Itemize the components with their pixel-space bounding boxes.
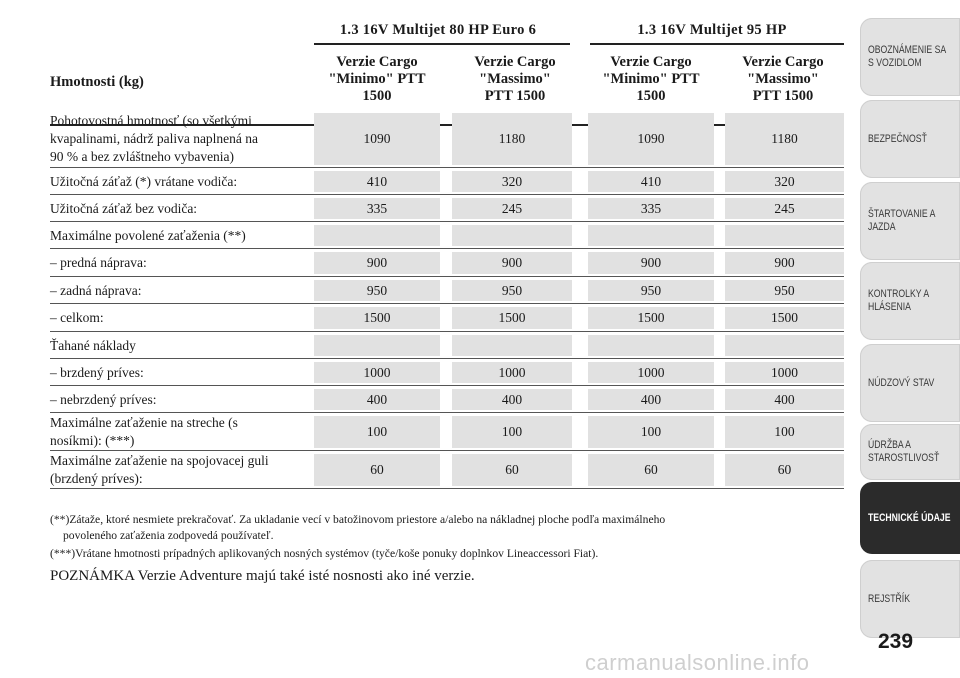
footnote-triple-star: (***)Vrátane hmotnosti prípadných aplikovaných nosných systémov (tyče/koše ponuky doplnkov Lineaccessori Fiat). <box>50 547 599 560</box>
value-cell: 400 <box>314 389 440 410</box>
value-cell: 900 <box>314 252 440 274</box>
row-label: – predná náprava: <box>50 255 147 270</box>
engine-header-row <box>50 18 844 46</box>
tab-oboznamenie[interactable] <box>860 18 960 96</box>
value-cell: 60 <box>452 454 572 486</box>
row-label: Užitočná záťaž (*) vrátane vodiča: <box>50 173 238 189</box>
value-cell: 410 <box>314 171 440 192</box>
value-cell <box>452 335 572 356</box>
tab-bezpecnost[interactable] <box>860 100 960 178</box>
version-header-3: Verzie Cargo "Minimo" PTT 1500 <box>602 54 700 104</box>
tab-udrzba[interactable] <box>860 424 960 480</box>
value-cell <box>588 225 714 246</box>
value-cell <box>314 335 440 356</box>
row-label: Ťahané náklady <box>50 337 136 353</box>
value-cell: 1500 <box>314 307 440 329</box>
tab-label: NÚDZOVÝ STAV <box>868 376 935 389</box>
value-cell: 335 <box>314 198 440 219</box>
tab-rejstrik[interactable] <box>860 560 960 638</box>
value-cell: 900 <box>588 252 714 274</box>
row-label: Maximálne zaťaženie na spojovacej guli (brzdený príves): <box>50 453 269 486</box>
engine-header-95hp: 1.3 16V Multijet 95 HP <box>637 22 787 38</box>
row-label: Pohotovostná hmotnosť (so všetkými kvapalinami, nádrž paliva naplnená na 90 % a bez zvláštneho vybavenia) <box>50 113 259 164</box>
tab-label: BEZPEČNOSŤ <box>868 132 927 145</box>
row-label: Maximálne povolené zaťaženia (**) <box>50 227 246 243</box>
tab-label: ŠTARTOVANIE A JAZDA <box>868 208 936 233</box>
table-row <box>50 195 844 222</box>
row-label: Maximálne zaťaženie na streche (s nosíkmi): (***) <box>50 415 238 448</box>
tab-label: ÚDRŽBA A STAROSTLIVOSŤ <box>868 439 940 464</box>
value-cell: 100 <box>725 416 844 448</box>
tab-label: KONTROLKY A HLÁSENIA <box>868 288 930 313</box>
tab-label: OBOZNÁMENIE SA S VOZIDLOM <box>868 44 947 69</box>
page-number: 239 <box>878 630 914 653</box>
weights-row-header: Hmotnosti (kg) <box>50 74 144 90</box>
value-cell: 900 <box>725 252 844 274</box>
value-cell: 1090 <box>588 113 714 165</box>
value-cell: 100 <box>588 416 714 448</box>
value-cell: 900 <box>452 252 572 274</box>
value-cell: 1000 <box>314 362 440 383</box>
value-cell: 335 <box>588 198 714 219</box>
engine-header-rule <box>590 43 844 45</box>
engine-header-rule <box>314 43 570 45</box>
value-cell: 1500 <box>452 307 572 329</box>
engine-header-80hp: 1.3 16V Multijet 80 HP Euro 6 <box>339 22 537 38</box>
table-row <box>50 168 844 195</box>
value-cell: 60 <box>588 454 714 486</box>
tab-kontrolky[interactable] <box>860 262 960 340</box>
value-cell: 100 <box>452 416 572 448</box>
value-cell: 410 <box>588 171 714 192</box>
value-cell: 950 <box>314 280 440 301</box>
value-cell <box>725 225 844 246</box>
value-cell: 400 <box>725 389 844 410</box>
version-header-1: Verzie Cargo "Minimo" PTT 1500 <box>328 54 426 104</box>
table-row <box>50 359 844 386</box>
table-row <box>50 451 844 489</box>
table-row <box>50 304 844 332</box>
value-cell: 1000 <box>588 362 714 383</box>
version-header-2: Verzie Cargo "Massimo" PTT 1500 <box>474 54 556 104</box>
row-label: – nebrzdený príves: <box>50 391 157 407</box>
table-row <box>50 277 844 304</box>
watermark: carmanualsonline.info <box>585 650 810 675</box>
table-row <box>50 110 844 168</box>
value-cell: 950 <box>588 280 714 301</box>
tab-startovanie[interactable] <box>860 182 960 260</box>
value-cell: 400 <box>452 389 572 410</box>
value-cell: 950 <box>452 280 572 301</box>
value-cell: 320 <box>725 171 844 192</box>
value-cell: 245 <box>452 198 572 219</box>
table-row <box>50 413 844 451</box>
value-cell: 1000 <box>725 362 844 383</box>
tab-technicke-udaje[interactable] <box>860 482 960 554</box>
adventure-note: POZNÁMKA Verzie Adventure majú také isté nosnosti ako iné verzie. <box>50 568 475 584</box>
row-label: Užitočná záťaž bez vodiča: <box>50 200 198 216</box>
table-row <box>50 222 844 249</box>
value-cell <box>452 225 572 246</box>
value-cell: 60 <box>725 454 844 486</box>
table-row <box>50 386 844 413</box>
value-cell: 1180 <box>725 113 844 165</box>
row-label: – brzdený príves: <box>50 364 144 380</box>
value-cell: 1000 <box>452 362 572 383</box>
row-label: – celkom: <box>50 310 104 325</box>
value-cell <box>725 335 844 356</box>
version-header-4: Verzie Cargo "Massimo" PTT 1500 <box>742 54 824 104</box>
value-cell: 1180 <box>452 113 572 165</box>
tab-nudzovy-stav[interactable] <box>860 344 960 422</box>
value-cell: 60 <box>314 454 440 486</box>
value-cell: 100 <box>314 416 440 448</box>
value-cell: 245 <box>725 198 844 219</box>
tab-label: REJSTŘÍK <box>868 592 910 605</box>
table-row <box>50 249 844 277</box>
footnote-double-star: (**)Zátaže, ktoré nesmiete prekračovať. Za ukladanie vecí v batožinovom priestore a/alebo na nákladnej ploche podľa maximálneho povoleného zaťaženia zodpovedá používateľ. <box>50 513 666 542</box>
value-cell: 1500 <box>725 307 844 329</box>
value-cell: 950 <box>725 280 844 301</box>
value-cell: 320 <box>452 171 572 192</box>
value-cell <box>588 335 714 356</box>
table-row <box>50 332 844 359</box>
value-cell: 1500 <box>588 307 714 329</box>
value-cell: 1090 <box>314 113 440 165</box>
value-cell <box>314 225 440 246</box>
row-label: – zadná náprava: <box>50 282 142 298</box>
row-separator <box>50 488 844 489</box>
tab-label: TECHNICKÉ ÚDAJE <box>868 511 951 524</box>
value-cell: 400 <box>588 389 714 410</box>
